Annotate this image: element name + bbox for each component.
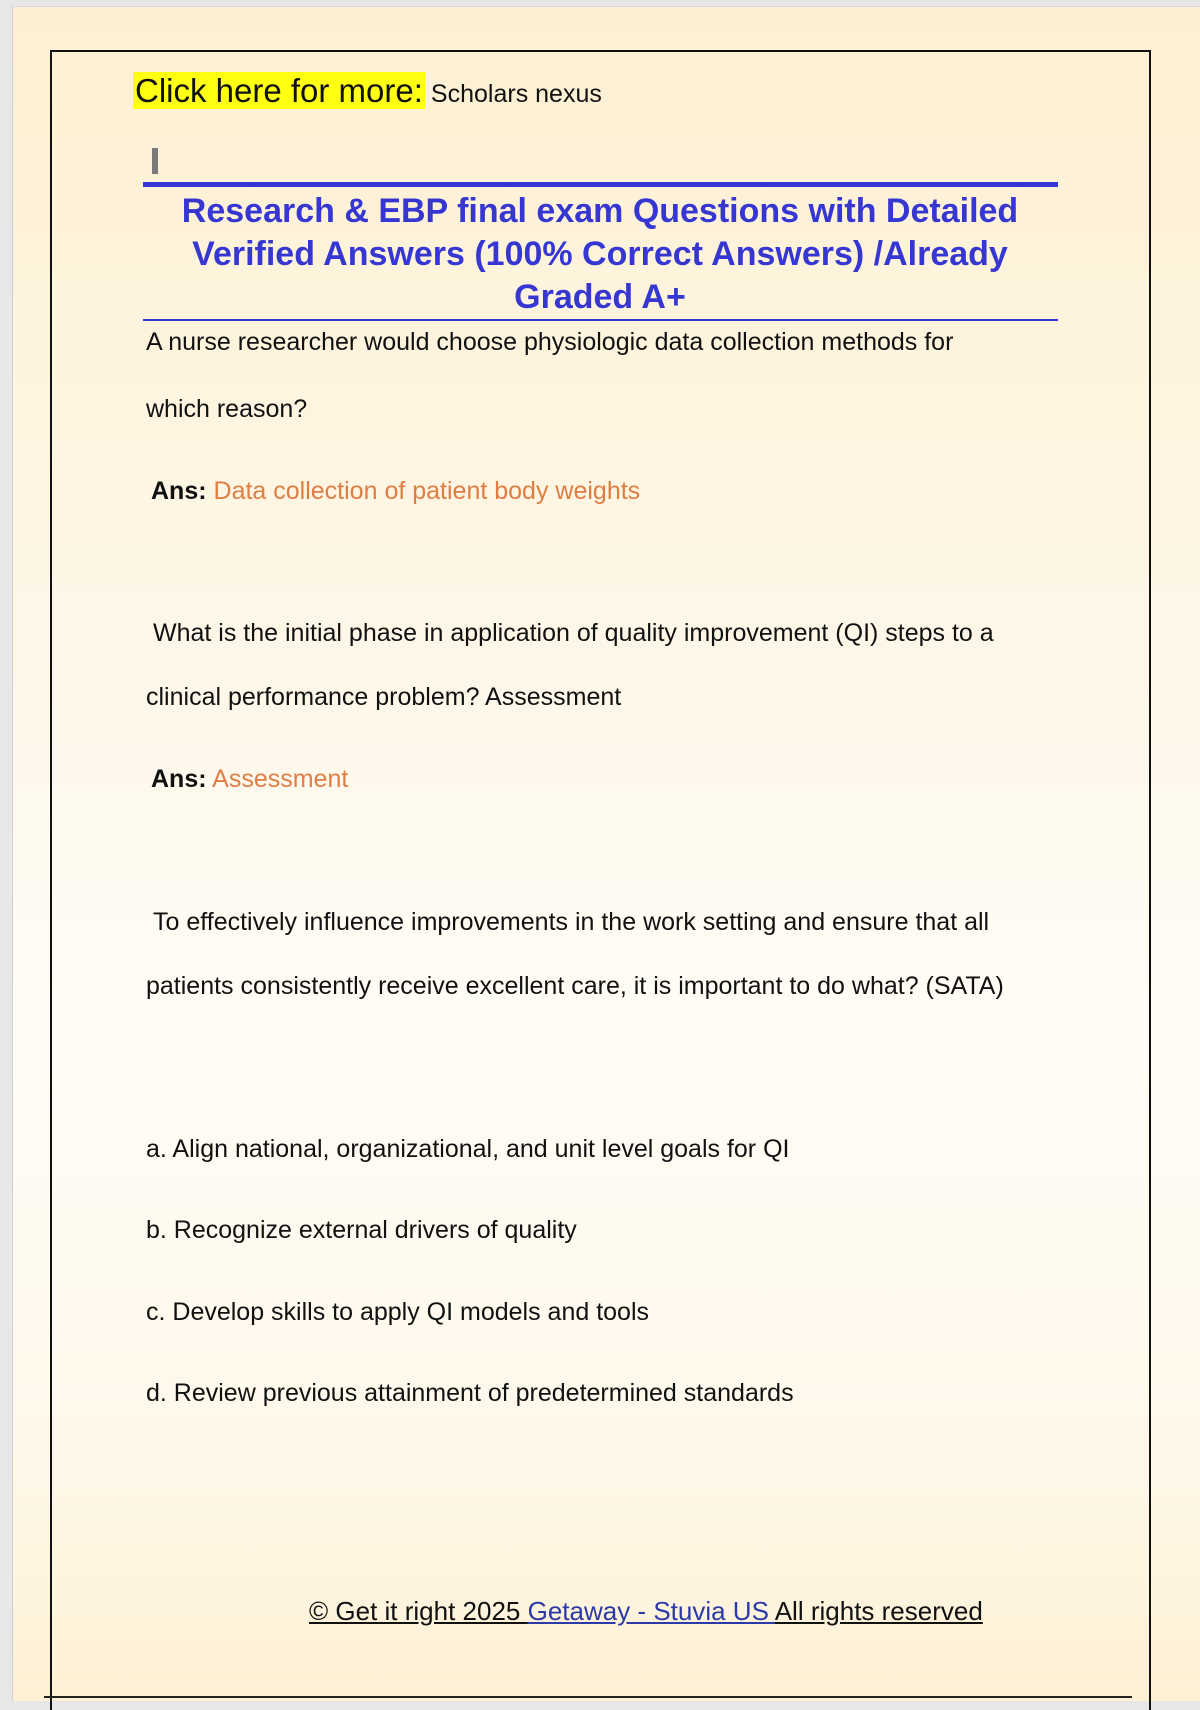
text-cursor-icon: [152, 148, 158, 174]
title-bottom-rule: [143, 319, 1058, 321]
promo-line: [133, 72, 602, 110]
answer-1-label: Ans:: [151, 477, 207, 505]
scholars-nexus-text: Scholars nexus: [430, 80, 602, 108]
answer-1: [151, 477, 640, 506]
question-3-line-1: To effectively influence improvements in the work setting and ensure that all: [153, 908, 990, 936]
copyright-footer: [309, 1596, 983, 1627]
answer-2-label: Ans:: [151, 765, 207, 793]
footer-suffix: All rights reserved: [774, 1596, 983, 1626]
option-b: b. Recognize external drivers of quality: [146, 1216, 577, 1244]
question-2-line-2: clinical performance problem? Assessment: [146, 683, 622, 711]
answer-2: [151, 765, 348, 794]
answer-1-value: Data collection of patient body weights: [213, 477, 641, 505]
question-3-line-2: patients consistently receive excellent care, it is important to do what? (SATA): [146, 972, 1004, 1000]
question-1-line-1: A nurse researcher would choose physiologic data collection methods for: [146, 328, 954, 356]
question-1-line-2: which reason?: [146, 395, 308, 423]
answer-2-value: Assessment: [212, 765, 349, 793]
click-here-link[interactable]: Click here for more:: [135, 72, 423, 109]
stuvia-link[interactable]: Getaway - Stuvia US: [527, 1596, 775, 1626]
document-title: Research & EBP final exam Questions with Detailed Verified Answers (100% Correct Answers) /Already Graded A+: [181, 192, 1019, 316]
option-c: c. Develop skills to apply QI models and tools: [146, 1298, 650, 1326]
page-bottom-rule: [44, 1696, 1132, 1698]
option-a: a. Align national, organizational, and unit level goals for QI: [146, 1135, 790, 1163]
question-2-line-1: What is the initial phase in application of quality improvement (QI) steps to a: [153, 619, 994, 647]
option-d: d. Review previous attainment of predetermined standards: [146, 1379, 794, 1407]
title-top-rule: [143, 182, 1058, 187]
footer-prefix: © Get it right 2025: [309, 1596, 528, 1626]
